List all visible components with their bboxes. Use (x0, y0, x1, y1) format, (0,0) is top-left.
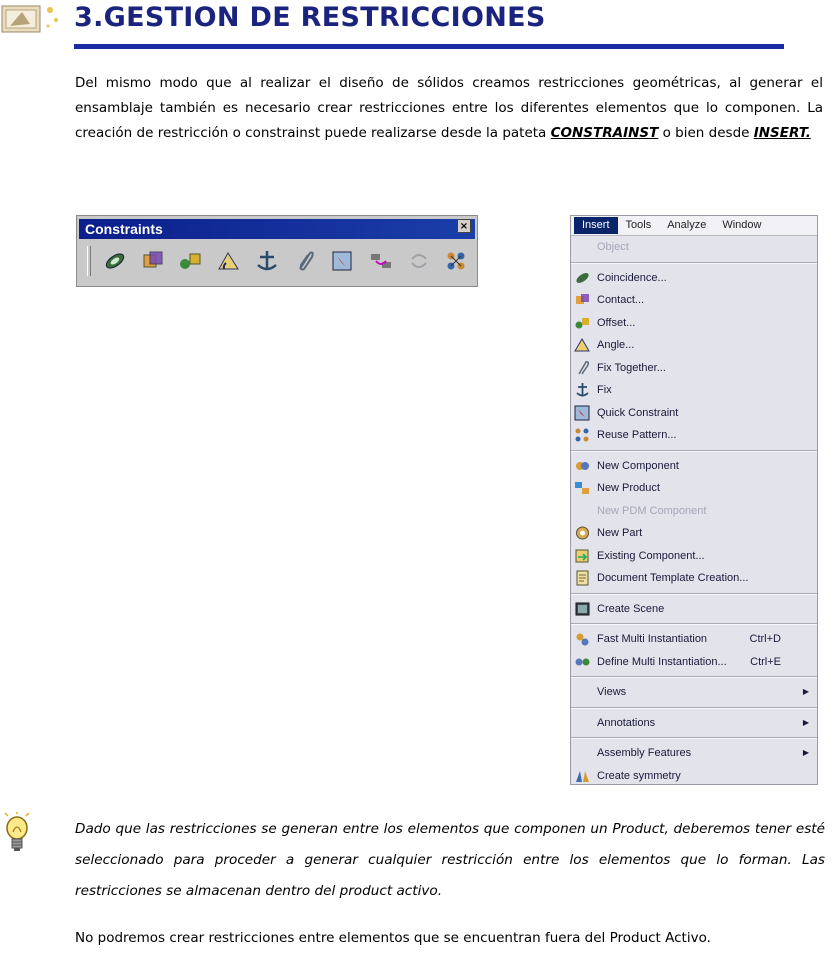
menu-item-reuse-pattern[interactable] (571, 424, 817, 447)
reuse-pattern-icon[interactable] (441, 246, 473, 276)
page-title: 3.GESTION DE RESTRICCIONES (74, 2, 546, 33)
menu-item-label: Fix Together... (597, 361, 666, 374)
menu-item-define-multi-instantiation[interactable] (571, 651, 817, 674)
toolbar-icons (99, 246, 473, 276)
toolbar-title[interactable]: Constraints (79, 219, 475, 239)
fast-multi-instantiation-icon (574, 631, 591, 647)
document-template-icon (574, 570, 591, 586)
flexible-rigid-icon[interactable] (365, 246, 397, 276)
menu-item-label: Assembly Features (597, 747, 692, 759)
menu-item-document-template[interactable] (571, 567, 817, 590)
menu-item-label: Object (597, 241, 629, 253)
menubar-tools[interactable]: Tools (625, 219, 652, 231)
shortcut-label: Ctrl+E (750, 655, 781, 668)
menu-item-new-component[interactable] (571, 455, 817, 478)
existing-component-icon (574, 548, 591, 564)
menu-separator (571, 623, 817, 625)
menu-item-label: Annotations (597, 716, 656, 729)
create-symmetry-icon (574, 768, 591, 784)
intro-text-before: Del mismo modo que al realizar el diseño de sólidos creamos restricciones geométricas, al generar el ensamblaje también es necesario crear restricciones entre los diferentes elementos que lo componen. La creación de restricción o constrainst puede realizarse desde la pateta (75, 75, 823, 141)
menu-item-object[interactable] (571, 236, 817, 259)
menu-item-label: Reuse Pattern... (597, 429, 677, 441)
keyword-constrainst: CONSTRAINST (550, 125, 659, 141)
angle-icon[interactable] (213, 246, 245, 276)
menubar-insert[interactable]: Insert (574, 217, 618, 234)
insert-menu (570, 215, 818, 785)
toolbar-grip[interactable] (87, 246, 91, 276)
menu-item-label: Fast Multi Instantiation (597, 633, 708, 645)
menu-item-fast-multi-instantiation[interactable] (571, 628, 817, 651)
menu-item-label: Offset... (597, 316, 636, 329)
submenu-arrow-icon: ▶ (802, 748, 809, 757)
submenu-arrow-icon: ▶ (802, 687, 809, 696)
menu-separator (571, 262, 817, 264)
coincidence-icon (574, 270, 591, 286)
lightbulb-icon (4, 812, 30, 856)
menu-item-create-scene[interactable] (571, 598, 817, 621)
menu-item-contact[interactable] (571, 289, 817, 312)
menu-item-existing-component[interactable] (571, 545, 817, 568)
new-component-icon (574, 458, 591, 474)
menu-separator (571, 450, 817, 452)
shortcut-label: Ctrl+D (749, 633, 781, 645)
menu-item-label: New Part (597, 527, 643, 539)
menu-item-label: Views (597, 686, 627, 698)
contact-icon[interactable] (137, 246, 169, 276)
menu-item-label: Fix (597, 384, 612, 396)
menu-item-quick-constraint[interactable] (571, 402, 817, 425)
intro-text-middle: o bien desde (658, 125, 754, 141)
menu-separator (571, 737, 817, 739)
menu-item-label: New PDM Component (597, 504, 707, 517)
menu-item-label: Contact... (597, 294, 645, 306)
menu-item-label: New Component (597, 459, 679, 472)
close-icon[interactable]: × (457, 219, 471, 233)
fix-together-icon (574, 360, 591, 376)
menu-item-assembly-features[interactable] (571, 742, 817, 765)
menubar-window[interactable]: Window (722, 219, 762, 231)
menu-item-annotations[interactable] (571, 712, 817, 735)
define-multi-instantiation-icon (574, 654, 591, 670)
tip-text: Dado que las restricciones se generan entre los elementos que componen un Product, deberemos tener esté seleccionado para proceder a generar cualquier restricción entre los elementos que lo forman. Las restricciones se almacenan dentro del product activo. (75, 821, 825, 899)
menu-item-new-product[interactable] (571, 477, 817, 500)
menu-item-views[interactable] (571, 681, 817, 704)
menu-item-angle[interactable] (571, 334, 817, 357)
submenu-arrow-icon: ▶ (802, 717, 809, 727)
menu-item-label: Document Template Creation... (597, 572, 749, 584)
final-note: No podremos crear restricciones entre elementos que se encuentran fuera del Product Activo. (75, 930, 711, 946)
menu-item-new-pdm-component[interactable] (571, 500, 817, 523)
menu-item-label: Define Multi Instantiation... (597, 655, 727, 668)
coincidence-icon[interactable] (99, 246, 131, 276)
menu-item-label: New Product (597, 482, 660, 494)
quick-constraint-icon (574, 405, 591, 421)
angle-icon (574, 337, 591, 353)
menu-item-label: Angle... (597, 339, 635, 351)
change-constraint-icon[interactable] (403, 246, 435, 276)
constraints-toolbar (76, 215, 478, 287)
menubar-analyze[interactable]: Analyze (667, 219, 707, 231)
quick-constraint-icon[interactable] (327, 246, 359, 276)
menu-item-label: Create Scene (597, 602, 665, 615)
keyword-insert: INSERT. (753, 125, 811, 141)
menu-item-label: Coincidence... (597, 271, 667, 284)
menu-item-new-part[interactable] (571, 522, 817, 545)
fix-icon (574, 382, 591, 398)
create-scene-icon (574, 601, 591, 617)
menu-item-fix[interactable] (571, 379, 817, 402)
menu-separator (571, 593, 817, 595)
heading-decoration-icon (0, 0, 62, 40)
fix-icon[interactable] (251, 246, 283, 276)
new-product-icon (574, 480, 591, 496)
title-underline (74, 44, 784, 49)
new-part-icon (574, 525, 591, 541)
offset-icon (574, 315, 591, 331)
fix-together-icon[interactable] (289, 246, 321, 276)
intro-paragraph (75, 71, 823, 146)
menu-item-label: Quick Constraint (597, 406, 679, 419)
menu-item-label: Existing Component... (597, 549, 705, 562)
menu-item-coincidence[interactable] (571, 267, 817, 290)
menu-item-fix-together[interactable] (571, 357, 817, 380)
menubar (571, 216, 817, 236)
menu-item-label: Create symmetry (597, 769, 681, 782)
contact-icon (574, 292, 591, 308)
reuse-pattern-icon (574, 427, 591, 443)
menu-separator (571, 676, 817, 678)
menu-item-create-symmetry[interactable] (571, 765, 817, 786)
menu-item-offset[interactable] (571, 312, 817, 335)
menu-separator (571, 707, 817, 709)
offset-icon[interactable] (175, 246, 207, 276)
